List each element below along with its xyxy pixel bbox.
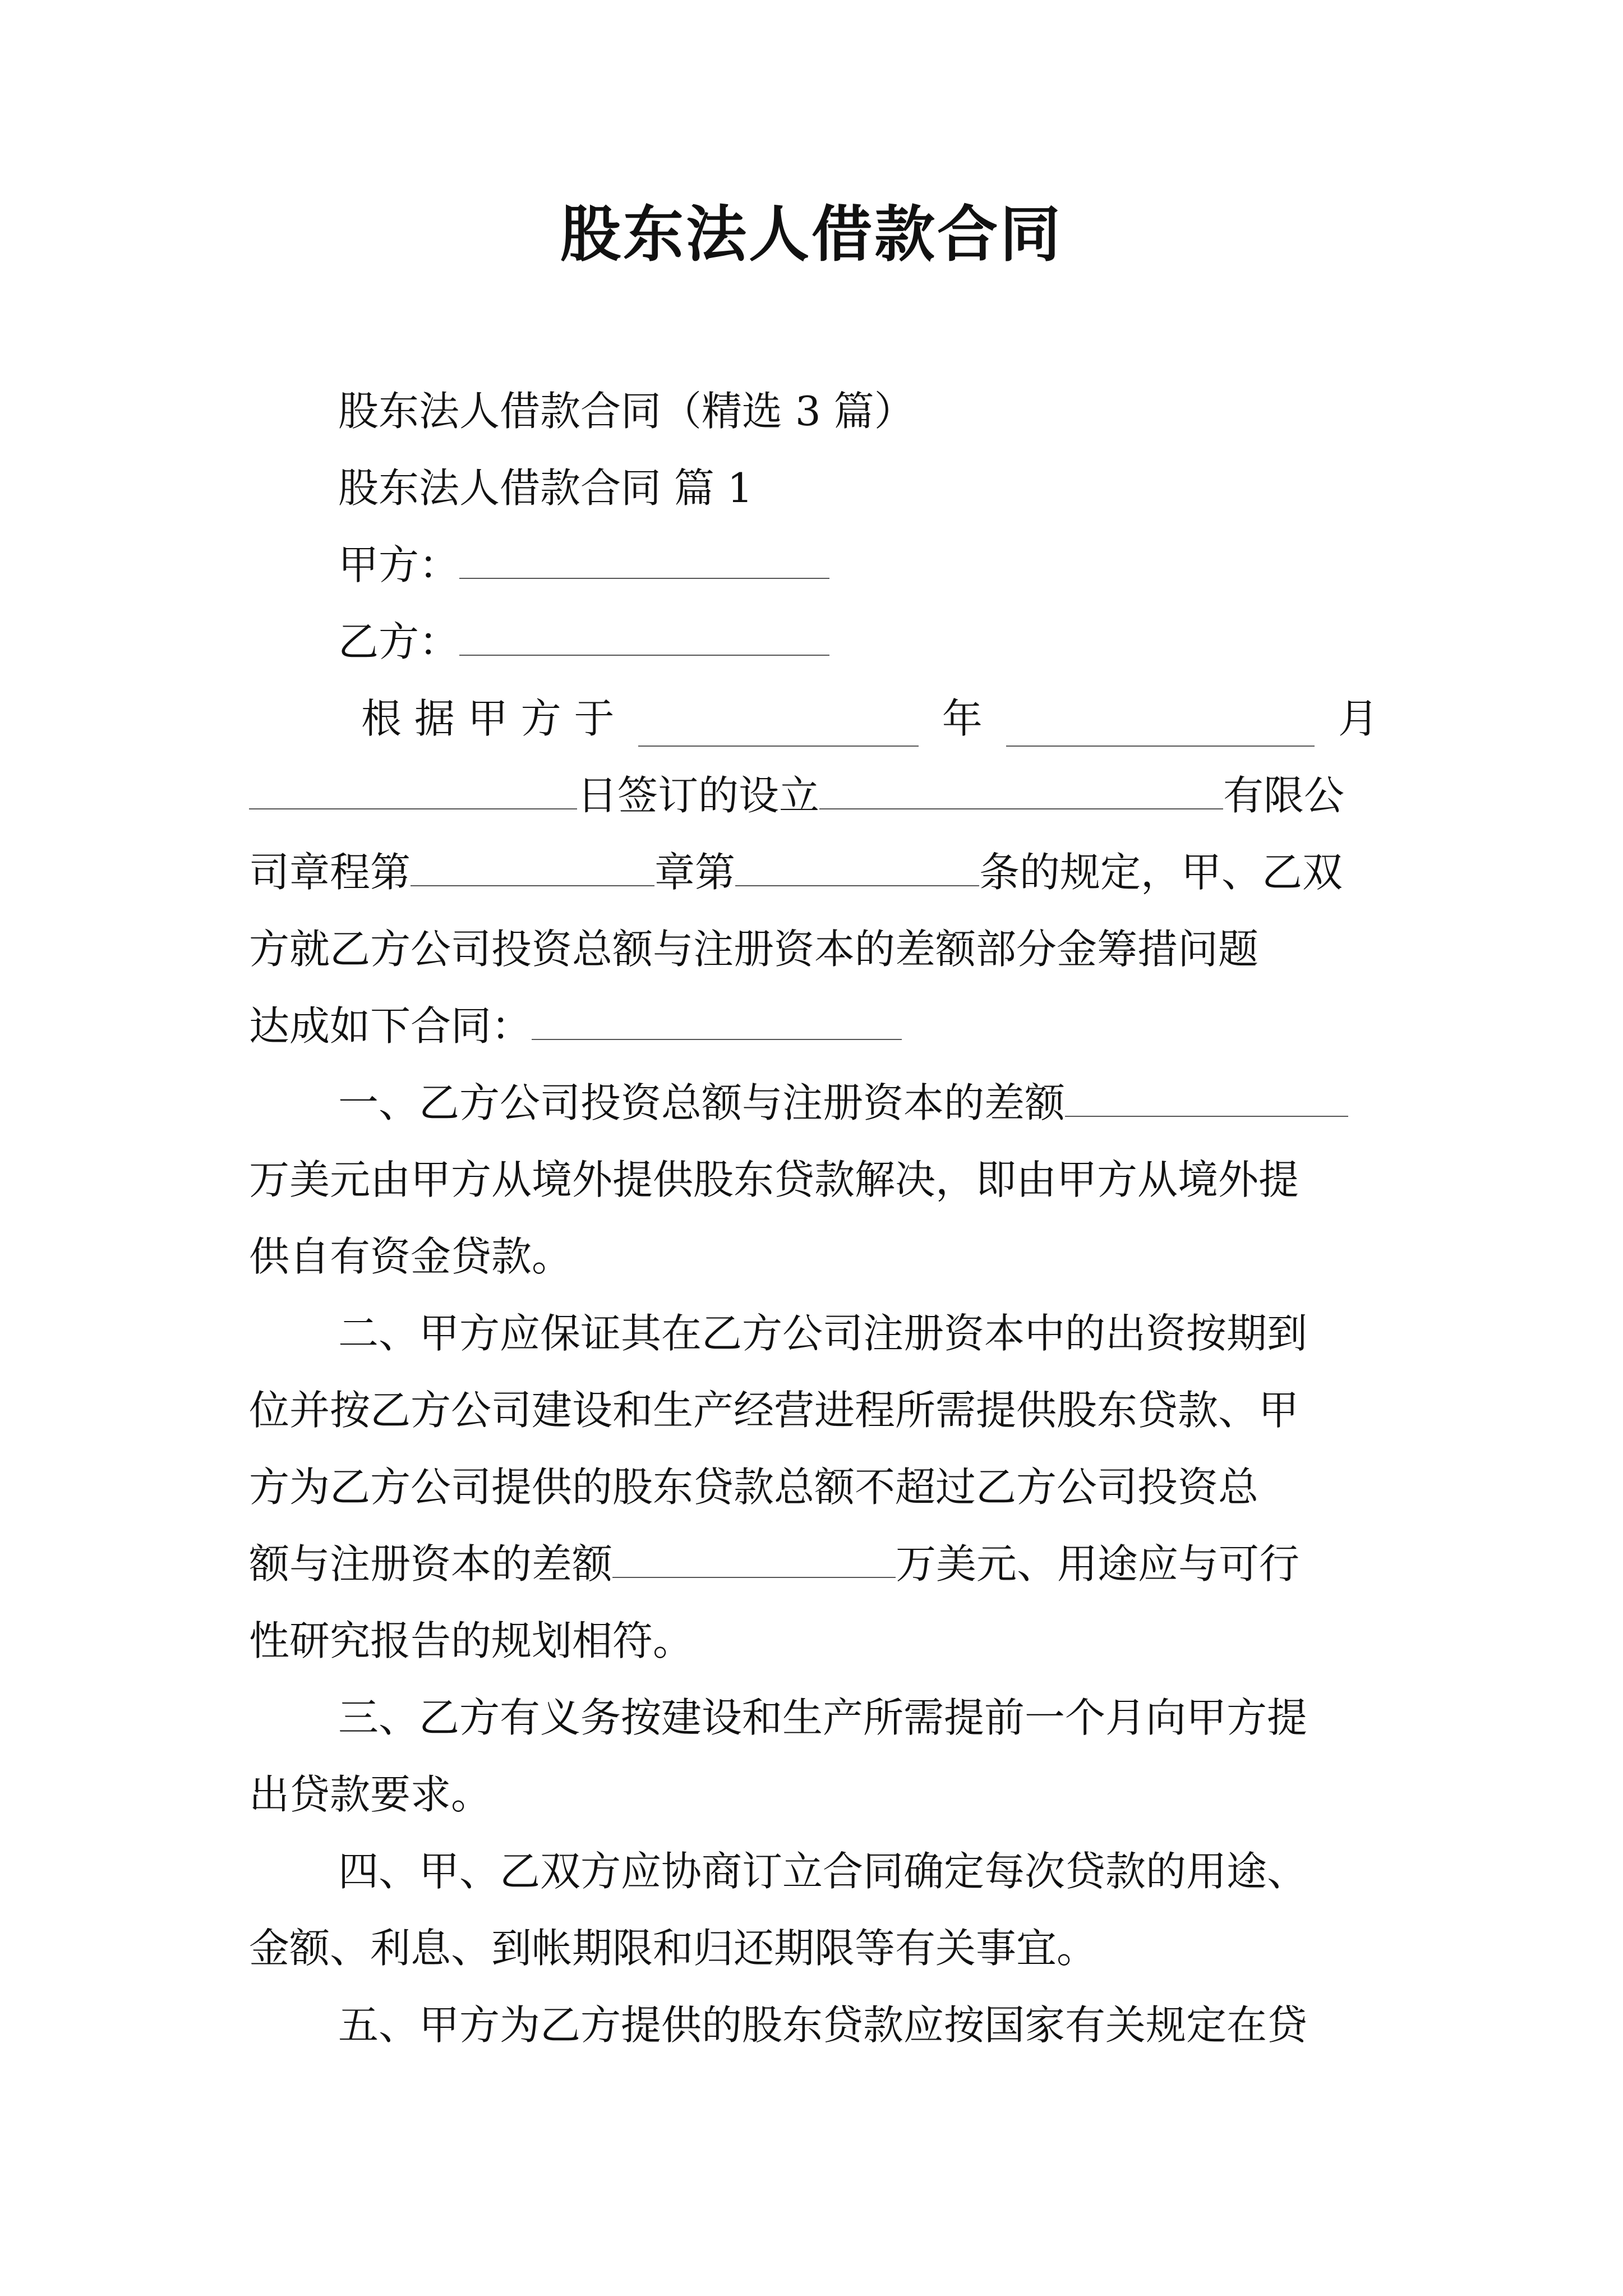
clause2-line-1: 二、甲方应保证其在乙方公司注册资本中的出资按期到 — [338, 1310, 1308, 1357]
clause2-line-3: 方为乙方公司提供的股东贷款总额不超过乙方公司投资总 — [249, 1464, 1259, 1511]
intro-company-blank[interactable] — [819, 774, 1223, 809]
intro-chapter-blank[interactable] — [411, 850, 654, 886]
clause2-line-5: 性研究报告的规划相符。 — [249, 1617, 694, 1664]
intro-text-1a: 根 据 甲 方 于 — [361, 695, 615, 742]
intro-day-blank[interactable] — [249, 774, 577, 809]
clause5-line-1: 五、甲方为乙方提供的股东贷款应按国家有关规定在贷 — [338, 2001, 1308, 2049]
clause2-amount-blank[interactable] — [612, 1542, 896, 1578]
intro-text-5: 达成如下合同： — [249, 1002, 532, 1050]
intro-text-1b: 年 — [942, 695, 983, 742]
intro-line-5 — [249, 998, 902, 1054]
clause1-line-1 — [338, 1075, 1348, 1131]
document-subtitle: 股东法人借款合同（精选 3 篇） — [338, 388, 915, 435]
clause1-text-1: 一、乙方公司投资总额与注册资本的差额 — [338, 1079, 1066, 1126]
clause4-line-2: 金额、利息、到帐期限和归还期限等有关事宜。 — [249, 1925, 1098, 1972]
intro-text-3c: 条的规定，甲、乙双 — [979, 849, 1343, 896]
clause2-line-2: 位并按乙方公司建设和生产经营进程所需提供股东贷款、甲 — [249, 1387, 1299, 1434]
party-b-label: 乙方： — [338, 618, 460, 665]
intro-line-4: 方就乙方公司投资总额与注册资本的差额部分金筹措问题 — [249, 926, 1259, 973]
intro-text-2a: 日签订的设立 — [577, 772, 820, 819]
party-a-row — [338, 537, 829, 593]
clause4-line-1: 四、甲、乙双方应协商订立合同确定每次贷款的用途、 — [338, 1848, 1308, 1895]
party-a-blank[interactable] — [459, 543, 829, 579]
clause2-text-4a: 额与注册资本的差额 — [249, 1540, 613, 1588]
intro-article-blank[interactable] — [735, 850, 979, 886]
section-heading: 股东法人借款合同 篇 1 — [338, 464, 753, 512]
intro-line-1 — [361, 691, 1378, 747]
intro-line-2 — [249, 767, 1344, 823]
clause1-line-2: 万美元由甲方从境外提供股东贷款解决，即由甲方从境外提 — [249, 1156, 1299, 1203]
intro-text-3b: 章第 — [654, 849, 736, 896]
intro-year-blank[interactable] — [1006, 711, 1315, 747]
clause2-text-4b: 万美元、用途应与可行 — [896, 1540, 1300, 1588]
party-b-blank[interactable] — [459, 620, 829, 656]
intro-text-3a: 司章程第 — [249, 849, 411, 896]
clause1-amount-blank[interactable] — [1065, 1081, 1348, 1117]
clause1-line-3: 供自有资金贷款。 — [249, 1233, 573, 1280]
clause2-line-4 — [249, 1536, 1299, 1592]
document-title: 股东法人借款合同 — [560, 199, 1063, 270]
intro-date-blank[interactable] — [638, 711, 919, 747]
clause3-line-1: 三、乙方有义务按建设和生产所需提前一个月向甲方提 — [338, 1694, 1308, 1741]
intro-text-2b: 有限公 — [1223, 772, 1345, 819]
party-a-label: 甲方： — [338, 541, 460, 588]
clause3-line-2: 出贷款要求。 — [249, 1771, 492, 1818]
intro-contract-blank[interactable] — [532, 1004, 902, 1040]
party-b-row — [338, 614, 829, 670]
intro-line-3 — [249, 844, 1343, 900]
intro-text-1c: 月 — [1338, 695, 1378, 742]
